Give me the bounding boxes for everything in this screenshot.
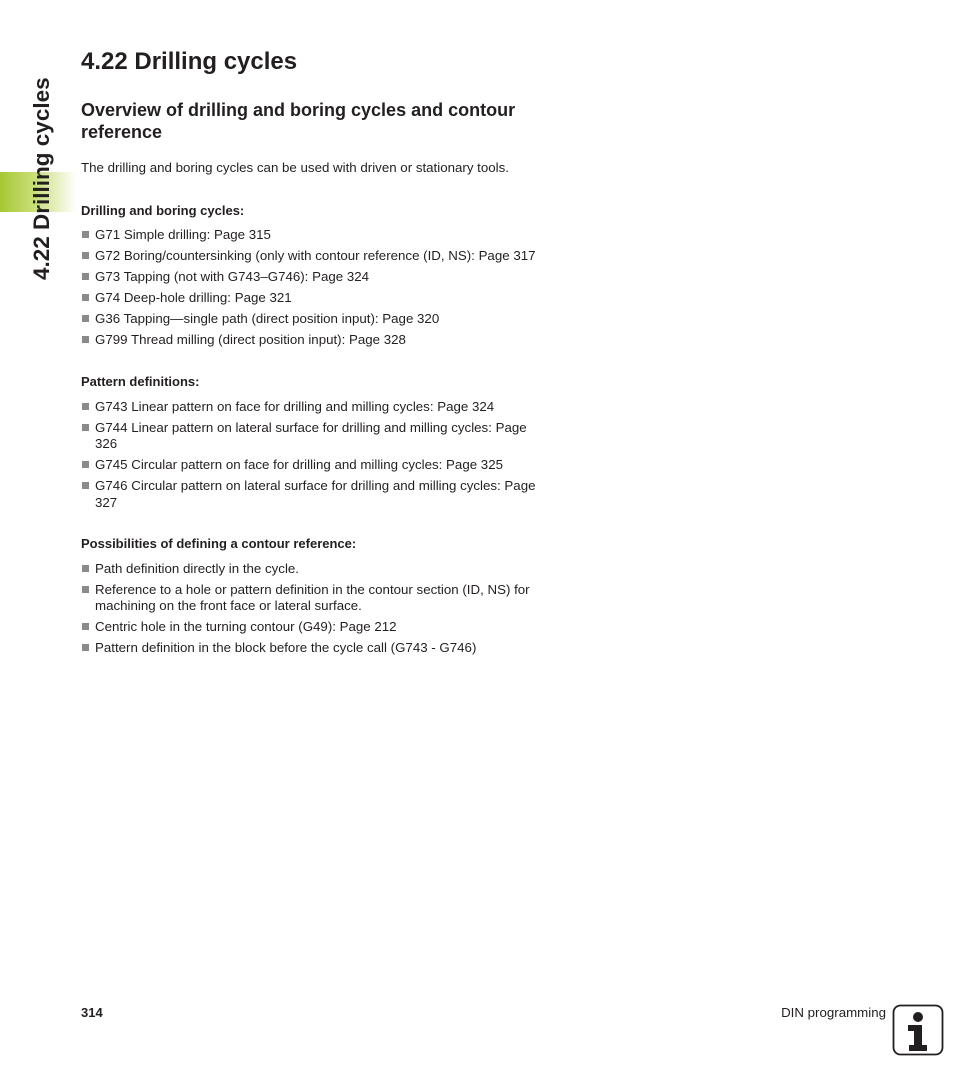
square-bullet-icon xyxy=(82,482,89,489)
list-item xyxy=(81,269,536,285)
list-item xyxy=(81,478,536,511)
list-item xyxy=(81,227,536,243)
square-bullet-icon xyxy=(82,644,89,651)
drilling-cycles-heading: Drilling and boring cycles: xyxy=(81,203,245,218)
list-item xyxy=(81,420,536,453)
list-item-text: G743 Linear pattern on face for drilling and milling cycles: Page 324 xyxy=(95,399,495,414)
contour-reference-list xyxy=(81,561,536,661)
list-item-text: Path definition directly in the cycle. xyxy=(95,561,299,576)
list-item-text: G745 Circular pattern on face for drilling and milling cycles: Page 325 xyxy=(95,457,503,473)
list-item xyxy=(81,457,536,473)
list-item-text: G36 Tapping—single path (direct position input): Page 320 xyxy=(95,310,440,326)
list-item xyxy=(81,561,536,577)
list-item-text: G74 Deep-hole drilling: Page 321 xyxy=(95,289,292,305)
list-item xyxy=(81,582,536,615)
intro-paragraph: The drilling and boring cycles can be used with driven or stationary tools. xyxy=(81,160,509,175)
square-bullet-icon xyxy=(82,336,89,343)
list-item xyxy=(81,311,536,327)
section-subtitle: Overview of drilling and boring cycles and contour reference xyxy=(81,100,516,142)
drilling-cycles-list xyxy=(81,227,536,353)
list-item-text: G72 Boring/countersinking (only with contour reference (ID, NS): Page 317 xyxy=(95,247,536,263)
list-item-text: Centric hole in the turning contour (G49): Page 212 xyxy=(95,619,397,635)
square-bullet-icon xyxy=(82,294,89,301)
contour-reference-heading: Possibilities of defining a contour reference: xyxy=(81,536,357,551)
list-item xyxy=(81,640,536,656)
list-item-text: G73 Tapping (not with G743–G746): Page 324 xyxy=(95,268,370,284)
pattern-definitions-list xyxy=(81,399,536,516)
list-item-text: G744 Linear pattern on lateral surface for drilling and milling cycles: Page 326 xyxy=(95,419,527,452)
square-bullet-icon xyxy=(82,424,89,431)
square-bullet-icon xyxy=(82,231,89,238)
list-item-text: G799 Thread milling (direct position input): Page 328 xyxy=(95,331,406,347)
list-item xyxy=(81,399,536,415)
page-title: 4.22 Drilling cycles xyxy=(81,48,298,75)
square-bullet-icon xyxy=(82,586,89,593)
pattern-definitions-heading: Pattern definitions: xyxy=(81,374,200,389)
page-number: 314 xyxy=(81,1005,103,1020)
footer-section-name: DIN programming xyxy=(781,1005,886,1020)
square-bullet-icon xyxy=(82,623,89,630)
square-bullet-icon xyxy=(82,252,89,259)
list-item-text: G71 Simple drilling: Page 315 xyxy=(95,227,271,242)
side-chapter-label-text: 4.22 Drilling cycles xyxy=(29,77,54,280)
list-item xyxy=(81,332,536,348)
list-item xyxy=(81,290,536,306)
square-bullet-icon xyxy=(82,273,89,280)
side-chapter-label xyxy=(28,52,56,280)
square-bullet-icon xyxy=(82,315,89,322)
list-item-text: G746 Circular pattern on lateral surface for drilling and milling cycles: Page 327 xyxy=(95,478,536,510)
square-bullet-icon xyxy=(82,565,89,572)
square-bullet-icon xyxy=(82,403,89,410)
list-item xyxy=(81,619,536,635)
info-icon xyxy=(892,1004,944,1056)
list-item-text: Pattern definition in the block before the cycle call (G743 - G746) xyxy=(95,640,477,656)
square-bullet-icon xyxy=(82,461,89,468)
list-item xyxy=(81,248,536,264)
list-item-text: Reference to a hole or pattern definition in the contour section (ID, NS) for machining on the front face or lateral surface. xyxy=(95,581,530,614)
